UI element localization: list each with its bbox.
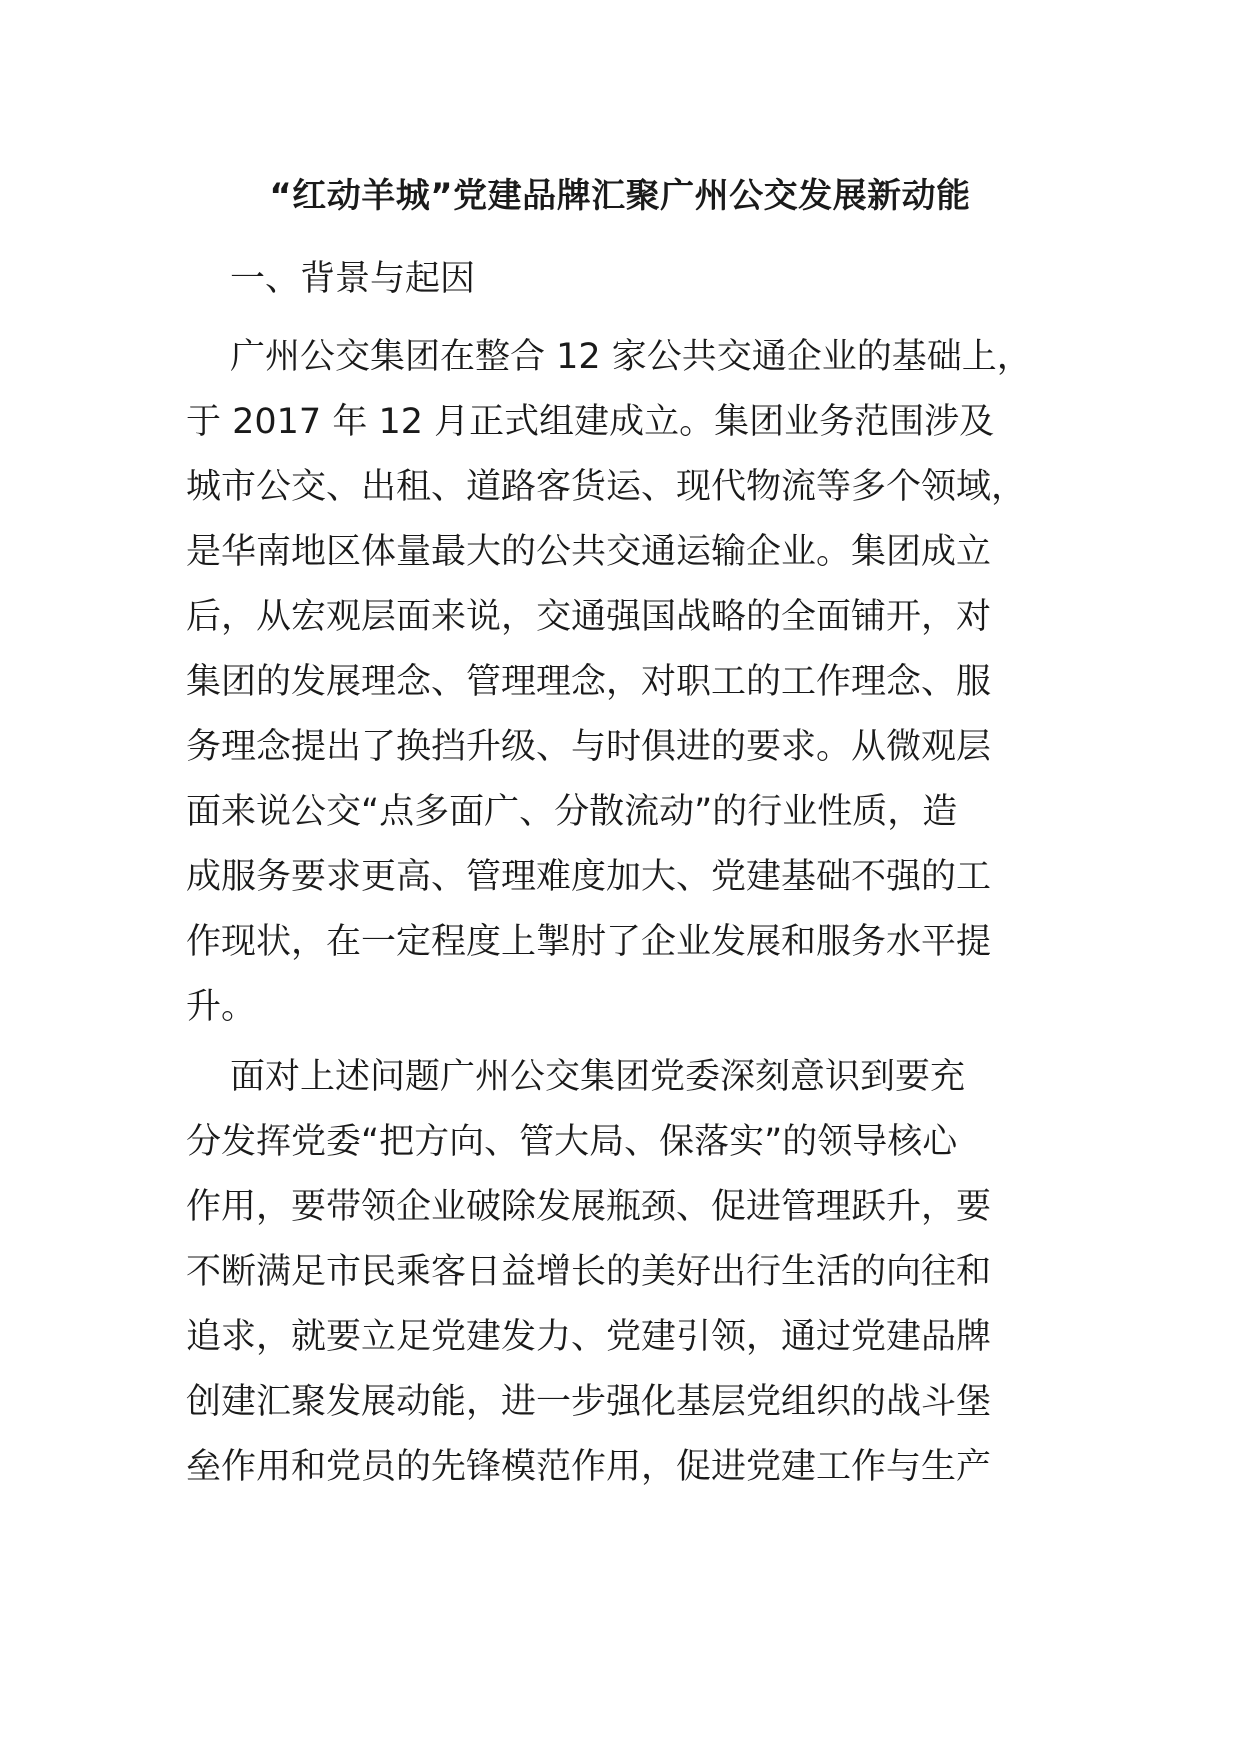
paragraph-line: 垒作用和党员的先锋模范作用，促进党建工作与生产	[186, 1447, 992, 1487]
paragraph-line: 成服务要求更高、管理难度加大、党建基础不强的工	[186, 857, 992, 897]
paragraph-line: 是华南地区体量最大的公共交通运输企业。集团成立	[186, 532, 992, 572]
paragraph-line: 广州公交集团在整合 12 家公共交通企业的基础上，	[230, 337, 1032, 377]
paragraph-line: 作用，要带领企业破除发展瓶颈、促进管理跃升，要	[186, 1187, 992, 1227]
paragraph-line: 集团的发展理念、管理理念，对职工的工作理念、服	[186, 662, 992, 702]
document-title: “红动羊城”党建品牌汇聚广州公交发展新动能	[269, 176, 971, 216]
paragraph-line: 面对上述问题广州公交集团党委深刻意识到要充	[230, 1057, 966, 1097]
paragraph-line: 面来说公交“点多面广、分散流动”的行业性质，造	[186, 792, 958, 832]
paragraph-line: 作现状，在一定程度上掣肘了企业发展和服务水平提	[186, 922, 992, 962]
paragraph-line: 城市公交、出租、道路客货运、现代物流等多个领域，	[186, 467, 1027, 507]
paragraph-response	[186, 1045, 1086, 1500]
paragraph-line: 创建汇聚发展动能，进一步强化基层党组织的战斗堡	[186, 1382, 992, 1422]
paragraph-line: 升。	[186, 987, 257, 1027]
paragraph-line: 不断满足市民乘客日益增长的美好出行生活的向往和	[186, 1252, 992, 1292]
section-heading: 一、背景与起因	[230, 259, 476, 299]
paragraph-line: 分发挥党委“把方向、管大局、保落实”的领导核心	[186, 1122, 958, 1162]
paragraph-line: 后，从宏观层面来说，交通强国战略的全面铺开，对	[186, 597, 992, 637]
paragraph-background	[186, 325, 1086, 1040]
paragraph-line: 务理念提出了换挡升级、与时俱进的要求。从微观层	[186, 727, 992, 767]
paragraph-line: 于 2017 年 12 月正式组建成立。集团业务范围涉及	[186, 402, 995, 442]
paragraph-line: 追求，就要立足党建发力、党建引领，通过党建品牌	[186, 1317, 992, 1357]
